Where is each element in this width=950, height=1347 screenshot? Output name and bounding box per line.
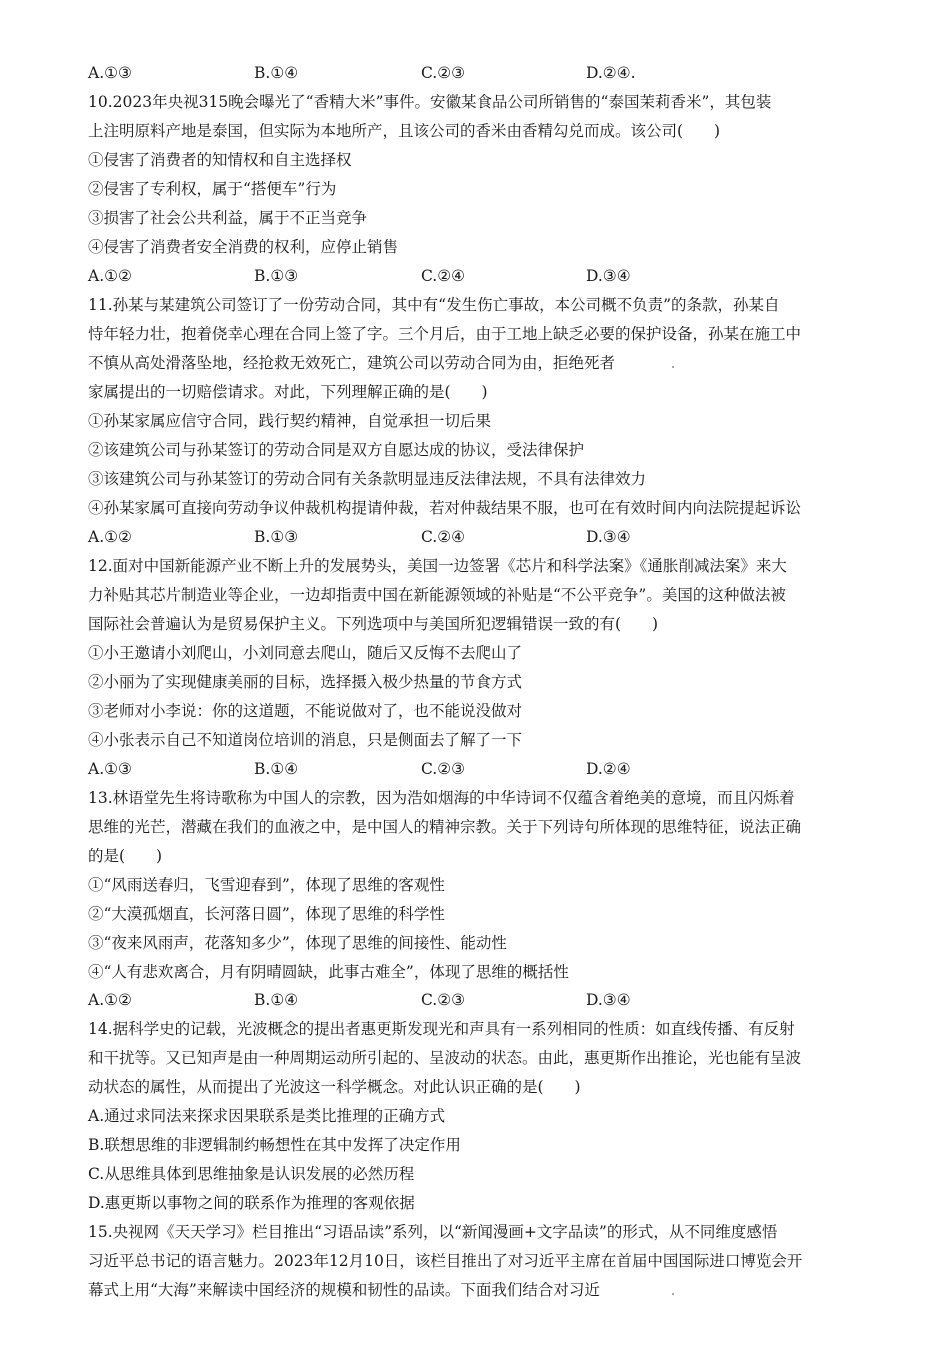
q14-choice: D.惠更斯以事物之间的联系作为推理的客观依据	[88, 1194, 415, 1212]
option-c: C.②③	[421, 991, 466, 1009]
option-c: C.②③	[421, 64, 466, 82]
option-c: C.②④	[421, 267, 466, 285]
q14-stem-line: 和干扰等。又已知声是由一种周期运动所引起的、呈波动的状态。由此，惠更斯作出推论，光也能有呈波	[88, 1049, 802, 1067]
option-a: A.①③	[88, 760, 132, 778]
q11-item: ④孙某家属可直接向劳动争议仲裁机构提请仲裁，若对仲裁结果不服，也可在有效时间内向法院提起诉讼	[88, 499, 802, 517]
option-a: A.①②	[88, 267, 132, 285]
q11-item: ③该建筑公司与孙某签订的劳动合同有关条款明显违反法律法规，不具有法律效力	[88, 470, 647, 488]
q13-item: ③“夜来风雨声，花落知多少”，体现了思维的间接性、能动性	[88, 934, 507, 952]
q11-stem-line: 不慎从高处滑落坠地，经抢救无效死亡，建筑公司以劳动合同为由，拒绝死者	[88, 354, 616, 372]
q11-stem-line: 家属提出的一切赔偿请求。对此，下列理解正确的是( )	[88, 383, 488, 401]
q15-stem-line: 15.央视网《天天学习》栏目推出“习语品读”系列，以“新闻漫画+文字品读”的形式，从不同维度感悟	[88, 1223, 778, 1241]
q13-stem-line: 思维的光芒，潜藏在我们的血液之中，是中国人的精神宗教。关于下列诗句所体现的思维特征，说法正确	[88, 818, 802, 836]
q14-choice: C.从思维具体到思维抽象是认识发展的必然历程	[88, 1165, 415, 1183]
q10-item: ③损害了社会公共利益，属于不正当竞争	[88, 209, 368, 227]
q10-stem-line: 10.2023年央视315晚会曝光了“香精大米”事件。安徽某食品公司所销售的“泰国茉莉香米”，其包装	[88, 93, 772, 111]
option-d: D.②④.	[586, 64, 636, 82]
q12-stem-line: 国际社会普遍认为是贸易保护主义。下列选项中与美国所犯逻辑错误一致的有( )	[88, 615, 659, 633]
option-a: A.①③	[88, 64, 132, 82]
q15-stem-line: 幕式上用“大海”来解读中国经济的规模和韧性的品读。下面我们结合对习近	[88, 1281, 600, 1299]
option-c: C.②④	[421, 528, 466, 546]
q13-item: ②“大漠孤烟直，长河落日圆”，体现了思维的科学性	[88, 905, 445, 923]
option-d: D.②④	[586, 760, 631, 778]
q12-item: ②小丽为了实现健康美丽的目标，选择摄入极少热量的节食方式	[88, 673, 523, 691]
option-d: D.③④	[586, 991, 631, 1009]
q10-item: ②侵害了专利权，属于“搭便车”行为	[88, 180, 337, 198]
q14-choice: A.通过求同法来探求因果联系是类比推理的正确方式	[88, 1107, 446, 1125]
q12-item: ①小王邀请小刘爬山，小刘同意去爬山，随后又反悔不去爬山了	[88, 644, 523, 662]
option-b: B.①③	[254, 267, 299, 285]
q13-item: ①“风雨送春归，飞雪迎春到”，体现了思维的客观性	[88, 876, 445, 894]
option-d: D.③④	[586, 528, 631, 546]
q11-stem-line: 恃年轻力壮，抱着侥幸心理在合同上签了字。三个月后，由于工地上缺乏必要的保护设备，孙某在施工中	[88, 325, 802, 343]
q14-choice: B.联想思维的非逻辑制约畅想性在其中发挥了决定作用	[88, 1136, 461, 1154]
option-a: A.①②	[88, 528, 132, 546]
q11-item: ②该建筑公司与孙某签订的劳动合同是双方自愿达成的协议，受法律保护	[88, 441, 585, 459]
q14-stem-line: 14.据科学史的记载，光波概念的提出者惠更斯发现光和声具有一系列相同的性质：如直线传播、有反射	[88, 1020, 795, 1038]
option-b: B.①④	[254, 64, 299, 82]
q10-item: ④侵害了消费者安全消费的权利，应停止销售	[88, 238, 399, 256]
scan-mark	[672, 366, 674, 368]
q13-stem-line: 的是( )	[88, 847, 163, 865]
q15-stem-line: 习近平总书记的语言魅力。2023年12月10日，该栏目推出了对习近平主席在首届中国国际进口博览会开	[88, 1252, 803, 1270]
option-d: D.③④	[586, 267, 631, 285]
q14-stem-line: 动状态的属性，从而提出了光波这一科学概念。对此认识正确的是( )	[88, 1078, 581, 1096]
q12-item: ④小张表示自己不知道岗位培训的消息，只是侧面去了解了一下	[88, 731, 523, 749]
option-b: B.①④	[254, 991, 299, 1009]
option-c: C.②③	[421, 760, 466, 778]
q12-item: ③老师对小李说：你的这道题，不能说做对了，也不能说没做对	[88, 702, 523, 720]
q10-item: ①侵害了消费者的知情权和自主选择权	[88, 151, 352, 169]
q10-stem-line: 上注明原料产地是泰国，但实际为本地所产，且该公司的香米由香精勾兑而成。该公司( )	[88, 122, 721, 140]
option-b: B.①③	[254, 528, 299, 546]
option-a: A.①②	[88, 991, 132, 1009]
option-b: B.①④	[254, 760, 299, 778]
q11-stem-line: 11.孙某与某建筑公司签订了一份劳动合同，其中有“发生伤亡事故，本公司概不负责”的条款，孙某自	[88, 296, 780, 314]
q11-item: ①孙某家属应信守合同，践行契约精神，自觉承担一切后果	[88, 412, 492, 430]
q13-item: ④“人有悲欢离合，月有阴晴圆缺，此事古难全”，体现了思维的概括性	[88, 963, 569, 981]
q13-stem-line: 13.林语堂先生将诗歌称为中国人的宗教，因为浩如烟海的中华诗词不仅蕴含着绝美的意境，而且闪烁着	[88, 789, 795, 807]
q12-stem-line: 12.面对中国新能源产业不断上升的发展势头，美国一边签署《芯片和科学法案》《通胀削减法案》来大	[88, 557, 787, 575]
q12-stem-line: 力补贴其芯片制造业等企业，一边却指责中国在新能源领域的补贴是“不公平竞争”。美国的这种做法被	[88, 586, 786, 604]
scan-mark	[672, 1293, 674, 1295]
